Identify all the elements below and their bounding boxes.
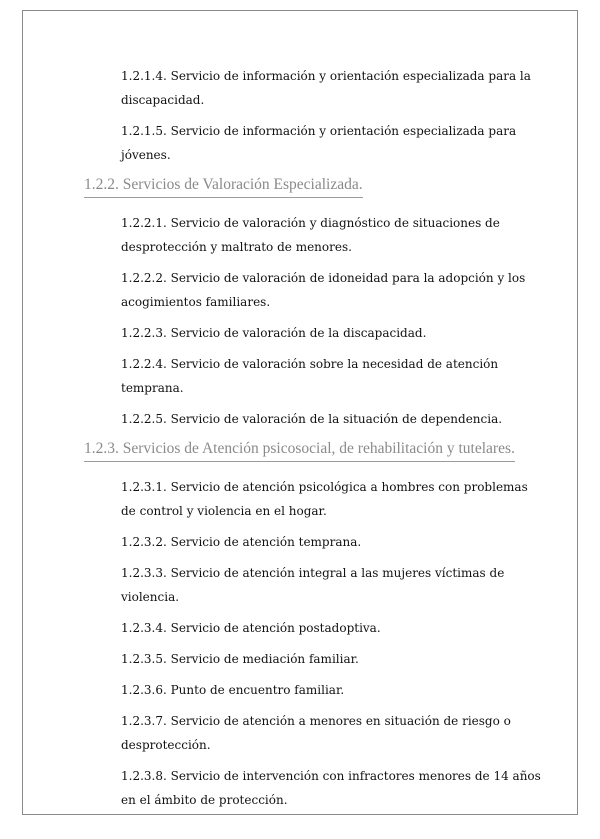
section-heading-1-2-3: 1.2.3. Servicios de Atención psicosocial, de rehabilitación y tutelares. bbox=[84, 439, 515, 462]
list-item-1-2-3-4: 1.2.3.4. Servicio de atención postadoptiva. bbox=[121, 621, 381, 635]
list-item-1-2-3-5: 1.2.3.5. Servicio de mediación familiar. bbox=[121, 652, 359, 666]
list-item-1-2-2-3: 1.2.2.3. Servicio de valoración de la discapacidad. bbox=[121, 326, 427, 340]
section-heading-1-2-2: 1.2.2. Servicios de Valoración Especializada. bbox=[84, 175, 363, 198]
list-item-1-2-2-1: 1.2.2.1. Servicio de valoración y diagnóstico de situaciones de desprotección y maltrato de menores. bbox=[121, 216, 500, 254]
list-item-1-2-3-1: 1.2.3.1. Servicio de atención psicológica a hombres con problemas de control y violencia en el hogar. bbox=[121, 480, 528, 518]
document-page bbox=[22, 10, 578, 815]
list-item-1-2-2-2: 1.2.2.2. Servicio de valoración de idoneidad para la adopción y los acogimientos familiares. bbox=[121, 271, 526, 309]
list-item-1-2-1-5: 1.2.1.5. Servicio de información y orientación especializada para jóvenes. bbox=[121, 124, 517, 162]
list-item-1-2-3-7: 1.2.3.7. Servicio de atención a menores en situación de riesgo o desprotección. bbox=[121, 714, 511, 752]
document-content bbox=[84, 64, 544, 819]
list-item-1-2-3-6: 1.2.3.6. Punto de encuentro familiar. bbox=[121, 683, 345, 697]
list-item-1-2-1-4: 1.2.1.4. Servicio de información y orientación especializada para la discapacidad. bbox=[121, 69, 531, 107]
list-item-1-2-2-4: 1.2.2.4. Servicio de valoración sobre la necesidad de atención temprana. bbox=[121, 357, 499, 395]
list-item-1-2-3-2: 1.2.3.2. Servicio de atención temprana. bbox=[121, 535, 362, 549]
list-item-1-2-3-8: 1.2.3.8. Servicio de intervención con infractores menores de 14 años en el ámbito de protección. bbox=[121, 769, 541, 807]
list-item-1-2-3-3: 1.2.3.3. Servicio de atención integral a las mujeres víctimas de violencia. bbox=[121, 566, 505, 604]
list-item-1-2-2-5: 1.2.2.5. Servicio de valoración de la situación de dependencia. bbox=[121, 412, 503, 426]
